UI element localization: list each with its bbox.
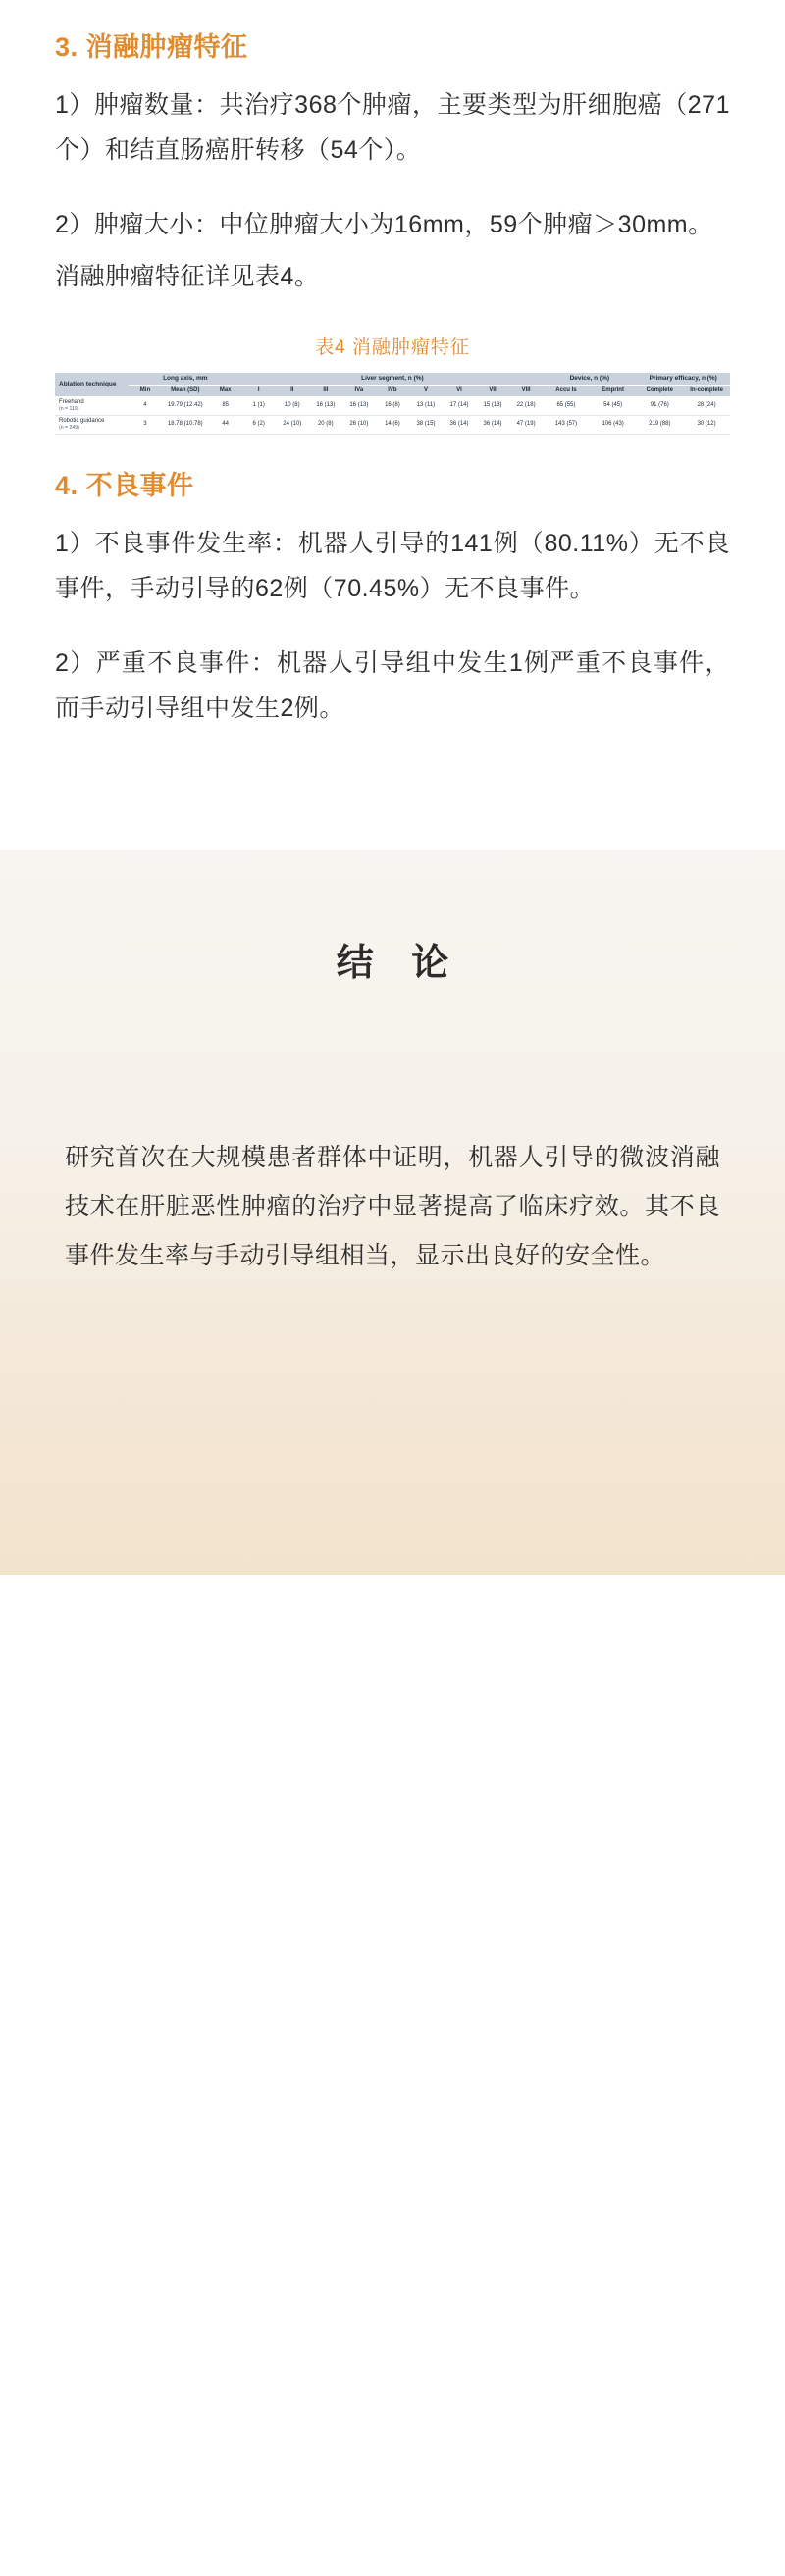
paragraph-adverse-event-rate: 1）不良事件发生率：机器人引导的141例（80.11%）无不良事件，手动引导的62例（70.45%）无不良事件。 [55,529,730,602]
cell: 16 (8) [376,396,409,415]
row-label-text: Robotic guidance [59,417,105,424]
table-caption: 表4 消融肿瘤特征 [315,336,470,358]
section-heading-ablation-features: 3. 消融肿瘤特征 [55,32,248,62]
header-seg-vii: VII [476,385,509,396]
cell: 85 [209,396,242,415]
header-min: Min [129,385,162,396]
header-accu-is: Accu Is [543,385,590,396]
cell: 14 (6) [376,415,409,434]
cell: 4 [129,396,162,415]
cell: 22 (18) [509,396,543,415]
cell: 16 (13) [342,396,376,415]
cell: 10 (8) [276,396,309,415]
cell: 36 (14) [443,415,476,434]
cell: 13 (11) [409,396,443,415]
cell: 6 (2) [242,415,276,434]
cell: 28 (24) [683,396,730,415]
header-mean-sd: Mean (SD) [162,385,209,396]
cell: 18.78 (10.78) [162,415,209,434]
header-seg-iva: IVa [342,385,376,396]
paragraph-table-reference: 消融肿瘤特征详见表4。 [55,262,320,290]
table-row [55,396,730,415]
section-heading-adverse-events: 4. 不良事件 [55,470,194,500]
cell: 17 (14) [443,396,476,415]
header-seg-ivb: IVb [376,385,409,396]
header-seg-v: V [409,385,443,396]
paragraph-tumor-count: 1）肿瘤数量：共治疗368个肿瘤，主要类型为肝细胞癌（271个）和结直肠癌肝转移（54个）。 [55,90,730,165]
cell: 38 (15) [409,415,443,434]
header-device: Device, n (%) [543,373,636,386]
header-seg-viii: VIII [509,385,543,396]
cell: 30 (12) [683,415,730,434]
row-label-sublabel: (n = 249) [59,425,79,432]
header-long-axis: Long axis, mm [129,373,242,386]
cell: 19.79 (12.42) [162,396,209,415]
cell: 36 (14) [476,415,509,434]
header-seg-ii: II [276,385,309,396]
cell: 143 (57) [543,415,590,434]
table-group-header-row [55,373,730,386]
header-seg-i: I [242,385,276,396]
header-emprint: Emprint [590,385,637,396]
row-label-freehand [55,396,129,415]
cell: 54 (45) [590,396,637,415]
header-max: Max [209,385,242,396]
table-container [55,373,730,435]
table-row [55,415,730,434]
cell: 47 (19) [509,415,543,434]
article-content [0,0,785,732]
header-incomplete: In-complete [683,385,730,396]
header-ablation-technique: Ablation technique [55,373,129,397]
header-seg-iii: III [309,385,342,396]
cell: 65 (55) [543,396,590,415]
cell: 20 (8) [309,415,342,434]
cell: 106 (43) [590,415,637,434]
table-sub-header-row [55,385,730,396]
cell: 219 (88) [636,415,683,434]
cell: 3 [129,415,162,434]
paragraph-tumor-size: 2）肿瘤大小：中位肿瘤大小为16mm，59个肿瘤＞30mm。 [55,211,713,239]
cell: 44 [209,415,242,434]
cell: 15 (13) [476,396,509,415]
cell: 16 (13) [309,396,342,415]
header-liver-segment: Liver segment, n (%) [242,373,543,386]
header-seg-vi: VI [443,385,476,396]
paragraph-serious-adverse-events: 2）严重不良事件：机器人引导组中发生1例严重不良事件，而手动引导组中发生2例。 [55,649,730,723]
row-label-sublabel: (n = 119) [59,406,79,413]
row-label-robotic-guidance [55,415,129,434]
cell: 91 (76) [636,396,683,415]
cell: 1 (1) [242,396,276,415]
header-complete: Complete [636,385,683,396]
row-label-text: Freehand [59,398,84,405]
cell: 24 (10) [276,415,309,434]
ablation-characteristics-table [55,373,730,435]
conclusion-body: 研究首次在大规模患者群体中证明，机器人引导的微波消融技术在肝脏恶性肿瘤的治疗中显著提高了临床疗效。其不良事件发生率与手动引导组相当，显示出良好的安全性。 [65,1143,720,1269]
cell: 26 (10) [342,415,376,434]
header-primary-efficacy: Primary efficacy, n (%) [636,373,730,386]
table-body [55,396,730,434]
conclusion-section [0,850,785,1575]
conclusion-title: 结 论 [336,942,463,984]
